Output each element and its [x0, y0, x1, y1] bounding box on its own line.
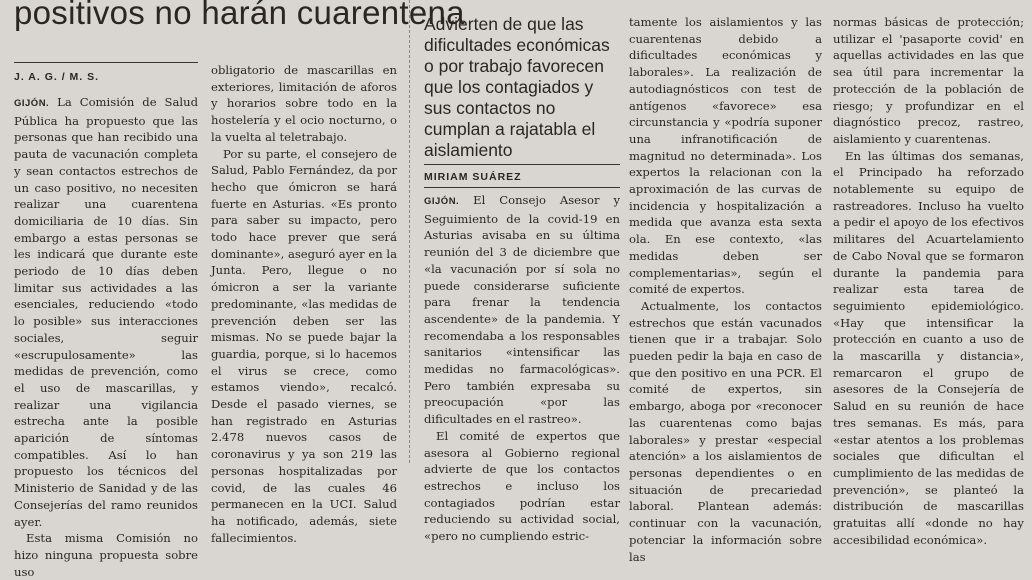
col1-text-1: La Comisión de Salud Pública ha propuesto que las personas que han recibido una pauta de vacunación completa y sean contactos estrechos de un caso positivo, no necesiten realizar una cuarentena domiciliaria de 10 días. Sin embargo a estas personas se les indicará que durante este periodo de 10 días deben limitar sus actividades a las esenciales, reduciendo «todo lo posible» sus interacciones sociales, seguir «escrupulosamente» las medidas de prevención, como el uso de mascarillas, y realizar una vigilancia estrecha ante la posible aparición de síntomas compatibles. Así lo han propuesto los técnicos del Ministerio de Sanidad y de las Consejerías del ramo reunidos ayer.: [14, 95, 198, 529]
headline: positivos no harán cuarentena: [14, 0, 465, 31]
col1-paragraph-1: [14, 94, 198, 530]
col1-paragraph-2: Esta misma Comisión no hizo ninguna propuesta sobre uso: [14, 531, 198, 579]
byline-left: J. A. G. / M. S.: [14, 71, 100, 83]
col3-paragraph-2: El comité de expertos que asesora al Gobierno regional advierte de que los contactos estrechos e incluso los contagiados podrían estar reduciendo su actividad social, «pero no cumpliendo estric-: [424, 428, 620, 544]
column-3: [424, 192, 620, 545]
col3-text-1: El Consejo Asesor y Seguimiento de la covid-19 en Asturias avisaba en su última reunión del 3 de diciembre que «la vacunación por sí sola no puede considerarse suficiente para frenar la tendencia ascendente» de la pandemia. Y recomendaba a los responsables sanitarios «intensificar las medidas no farmacológicas». Pero también expresaba su preocupación «por las dificultades en el rastreo».: [424, 193, 620, 427]
col2-paragraph-1: obligatorio de mascarillas en exteriores, limitación de aforos y horarios sobre todo en la hostelería y el ocio nocturno, o la vuelta al teletrabajo.: [211, 63, 397, 144]
rule-deck: [424, 164, 620, 165]
col2-paragraph-2: Por su parte, el consejero de Salud, Pablo Fernández, da por hecho que ómicron se hará fuerte en Asturias. «Es pronto para saber su impacto, pero todo hace prever que será dominante», aseguró ayer en la Junta. Pero, llegue o no ómicron a ser la variante predominante, «las medidas de prevención deben ser las mismas. No se puede bajar la guardia, porque, si lo hacemos el virus se crece, como estamos viendo», recalcó. Desde el pasado viernes, se han registrado en Asturias 2.478 nuevos casos de coronavirus y ya son 219 las personas hospitalizadas por covid, de las cuales 46 permanecen en la UCI. Salud ha notificado, además, siete fallecimientos.: [211, 146, 397, 545]
column-2: [211, 62, 397, 546]
col3-paragraph-1: [424, 192, 620, 428]
place-label: GIJÓN.: [14, 98, 50, 109]
col5-paragraph-1: normas básicas de protección; utilizar el 'pasaporte covid' en aquellas actividades en las que sea útil para incrementar la protección de la población de riesgo; y profundizar en el diagnóstico precoz, rastreo, aislamiento y cuarentenas.: [833, 15, 1024, 146]
col4-paragraph-2: Actualmente, los contactos estrechos que están vacunados tienen que ir a trabajar. Solo pueden pedir la baja en caso de que den positivo en una PCR. El comité de expertos, sin embargo, aboga por «reconocer las cuarentenas como bajas laborales» y prestar «especial atención» a los aislamientos de personas dependientes o en situación de precariedad laboral. Plantean además: continuar con la vacunación, potenciar la información sobre las: [629, 298, 822, 564]
column-5: [833, 14, 1024, 549]
byline-right: MIRIAM SUÁREZ: [424, 171, 522, 183]
deck: Advierten de que las dificultades económicas o por trabajo favorecen que los contagiados y sus contactos no cumplan a rajatabla el aislamiento: [424, 14, 610, 160]
rule-left-col1: [14, 62, 198, 63]
col5-paragraph-2: En las últimas dos semanas, el Principado ha reforzado notablemente su equipo de rastreadores. Incluso ha vuelto a pedir el apoyo de los efectivos militares del Acuartelamiento de Cabo Noval que se formaron durante la pandemia para realizar esta tarea de seguimiento epidemiológico. «Hay que intensificar la protección en cuanto a uso de la mascarilla y distancia», remarcaron el grupo de asesores de la Consejería de Salud en su reunión de hace tres semanas. Es más, para «estar atentos a los problemas sociales que dificultan el cumplimiento de las medidas de prevención», se planteó la distribución de mascarillas gratuitas allí «donde no hay accesibilidad económica».: [833, 148, 1024, 547]
column-4: [629, 14, 822, 565]
place-label-2: GIJÓN.: [424, 196, 460, 207]
col4-paragraph-1: tamente los aislamientos y las cuarentenas debido a dificultades económicas y laborales». La realización de autodiagnósticos con test de antígenos «favorece» esa circunstancia y «podría suponer una infranotificación de magnitud no determinada». Los expertos la relacionan con la aproximación de las curvas de incidencia y hospitalización a medida que avanza esta sexta ola. En ese contexto, «las medidas deben ser complementarias», según el comité de expertos.: [629, 15, 822, 297]
rule-byline: [424, 187, 620, 188]
column-1: [14, 94, 198, 580]
article-separator: [409, 0, 410, 463]
